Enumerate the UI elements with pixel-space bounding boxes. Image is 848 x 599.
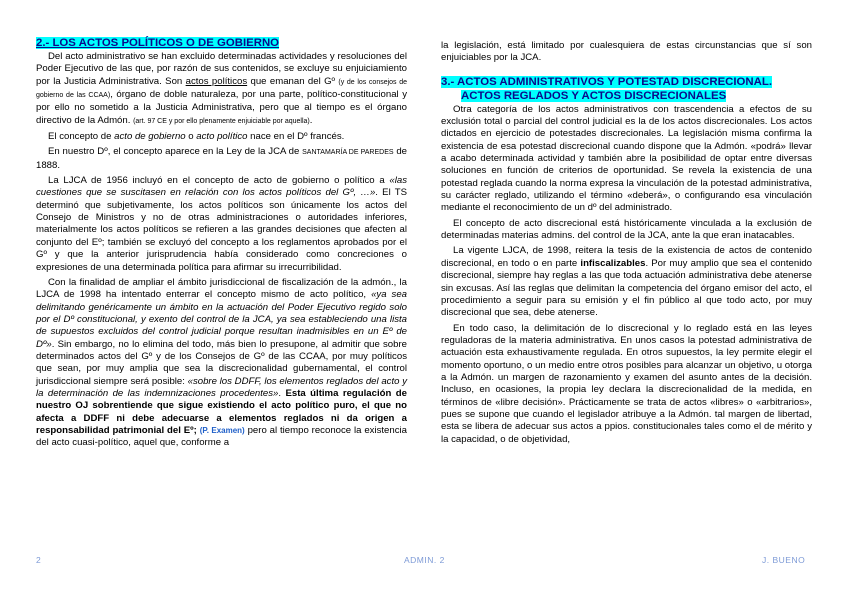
footer-page-number: 2: [36, 555, 42, 565]
author-name: SANTAMARÍA DE PAREDES: [302, 149, 394, 157]
section-3-heading: [441, 75, 812, 103]
right-column: [441, 40, 812, 449]
text-run: El concepto de: [48, 131, 115, 143]
footer-author: J. BUENO: [762, 555, 806, 565]
paragraph-concept-origin: [36, 131, 407, 143]
underlined-term: actos políticos: [185, 75, 248, 87]
text-run: . Por muy amplio que sea el contenido discrecional, siempre hay reglas a las que toda actuación administrativa debe atenerse sin excusas. Así las reglas que delimitan la competencia del órgano emisor del acto, el procedimiento a seguir para su emisión y el fin público al que todo acto, por muy discrecional que sea, debe atenerse.: [441, 257, 812, 319]
text-run: pero al tiempo reconoce la existencia del acto cuasi-político, aquel que, conforme a: [36, 424, 407, 449]
paragraph-ljca-1998: [36, 277, 407, 450]
text-run: .: [278, 387, 286, 399]
exam-note: (P. Examen): [199, 425, 245, 435]
italic-term: acto político: [196, 131, 248, 143]
section-3-heading-line1: 3.- ACTOS ADMINISTRATIVOS Y POTESTAD DISCRECIONAL.: [441, 75, 772, 88]
text-run: . Sin embargo, no lo elimina del todo, más bien lo presupone, al admitir que sobre determinados actos del Gº y de los Consejos de Gº de las CCAA, por muy políticos que sean, por muy amplia que sea la discrecionalidad gubernamental, el control jurisdiccional siempre será posible:: [36, 338, 407, 387]
text-run: La vigente LJCA, de 1998, reitera la tesis de la existencia de actos de contenido discrecional, en todo o en parte: [441, 245, 812, 269]
italic-term: acto de gobierno: [114, 131, 186, 143]
italic-quote: «ya sea delimitando genéricamente un ámbito en la actuación del Poder Ejecutivo regido solo por el Dº constitucional, y exento del control de la JCA, ya sea estableciendo una lista de supuestos excluidos del control judicial porque resultan inadmisibles en un Eº de Dº»: [36, 289, 408, 350]
italic-quote: «las cuestiones que se suscitasen en relación con los actos políticos del Gº, …»: [36, 175, 407, 199]
text-run: de 1888.: [36, 146, 407, 171]
text-run: . El TS determinó que subjetivamente, los actos políticos son únicamente los actos del Consejo de Ministros y no de otras administraciones o autoridades inferiores, materialmente los actos políticos se refieren a las grandes decisiones que afecten al conjunto del Eº; también se excluyó del concepto a los reglamentos aprobados por el Gº y que la anterior jurisprudencia había considerado como concreciones o expresiones de una determinada política para afirmar su irrecurribilidad.: [36, 187, 407, 273]
section-2-heading-text: 2.- LOS ACTOS POLÍTICOS O DE GOBIERNO: [36, 37, 280, 49]
section-3-heading-line2: ACTOS REGLADOS Y ACTOS DISCRECIONALES: [461, 89, 727, 102]
bold-term: infiscalizables: [580, 257, 646, 269]
small-note: (y de los consejos de gobierno de las CCAA): [36, 78, 407, 100]
text-run: , órgano de doble naturaleza, por una parte, político-constitucional y por ello no sometido a la Justicia Administrativa, pero que al tiempo es el órgano directivo de la Admón.: [36, 89, 407, 126]
paragraph-discretionary-history: El concepto de acto discrecional está históricamente vinculada a la exclusión de determinadas materias admins. del control de la JCA, ante la que eran inatacables.: [441, 217, 812, 242]
paragraph-political-acts-intro: [36, 51, 407, 128]
text-run: o: [185, 131, 197, 143]
text-run: En nuestro Dº, el concepto aparece en la Ley de la JCA de: [48, 146, 303, 158]
paragraph-discretionary-acts: Otra categoría de los actos administrativos con trascendencia a efectos de su exclusión total o parcial del control judicial es la de los actos discrecionales. Los actos dictados en ejercicio de potestades discrecionales. La legislación misma confirma la existencia de esa potestad discrecional cuando dispone que la Admón. «podrá» llevar a acabo determinada actividad y también abre la posibilidad de optar entre diversas soluciones en función de criterios de oportunidad. Se revela la existencia de una potestad reglada cuando la norma expresa la vinculación de la potestad administrativa, su carácter reglado, utilizando el término «deberá», o configurando esa vinculación mediante el reconocimiento de un dº del administrado.: [441, 103, 812, 214]
text-run: La LJCA de 1956 incluyó en el concepto de acto de gobierno o político a: [48, 175, 390, 187]
paragraph-ljca-1956: [36, 175, 407, 274]
paragraph-ljca-discretion: [441, 245, 812, 319]
footer-subject: ADMIN. 2: [404, 555, 445, 565]
small-note: (art. 97 CE y por ello plenamente enjuiciable por aquella): [133, 117, 310, 125]
text-run: nace en el Dº francés.: [247, 131, 345, 143]
left-column: [36, 36, 407, 453]
paragraph-spanish-law: [36, 146, 407, 172]
paragraph-continuation: la legislación, está limitado por cualesquiera de estas circunstancias que sí son enjuiciables por la JCA.: [441, 40, 812, 64]
section-2-heading: [36, 36, 407, 50]
text-run: Del acto administrativo se han excluido determinadas actividades y resoluciones del Poder Ejecutivo de las que, por razón de sus contenidos, se excluye su enjuiciamiento por la Justicia Administrativa. Son: [36, 51, 407, 87]
bold-statement: Esta última regulación de nuestro OJ sobrentiende que sigue existiendo el acto político puro, el que no afecta a DDFF ni debe adecuarse a elementos reglados ni da origen a responsabilidad patrimonial del Eº;: [36, 387, 407, 436]
paragraph-regulated-vs-discretionary: En todo caso, la delimitación de lo discrecional y lo reglado está en las leyes reguladoras de la materia administrativa. En unos casos la potestad administrativa de actuación esta exhaustivamente regulada. En otros supuestos, la ley permite elegir el momento oportuno, o un medio entre otros posibles para alcanzar un objetivo, u otorga a la Admón. un margen de razonamiento y examen del asunto antes de la decisión. Incluso, en ocasiones, la propia ley declara la discrecionalidad de la medida, en términos de «libre decisión». Prácticamente se trata de actos «libres» o «arbitrarios», pues se supone que cuando el legislador atribuye a la Admón. tal margen de libertad, esta se libera de adecuar sus actos a ppios. constitucionales tales como el de mérito y la capacidad, o de objetividad,: [441, 322, 812, 445]
text-run: .: [309, 114, 313, 126]
text-run: Con la finalidad de ampliar el ámbito jurisdiccional de fiscalización de la admón., la LJCA de 1998 ha intentado enterrar el concepto mismo de acto político,: [36, 276, 407, 301]
italic-quote: «sobre los DDFF, los elementos reglados del acto y la determinación de las indemnizaciones procedentes»: [36, 375, 407, 399]
text-run: que emanan del Gº: [247, 75, 339, 87]
